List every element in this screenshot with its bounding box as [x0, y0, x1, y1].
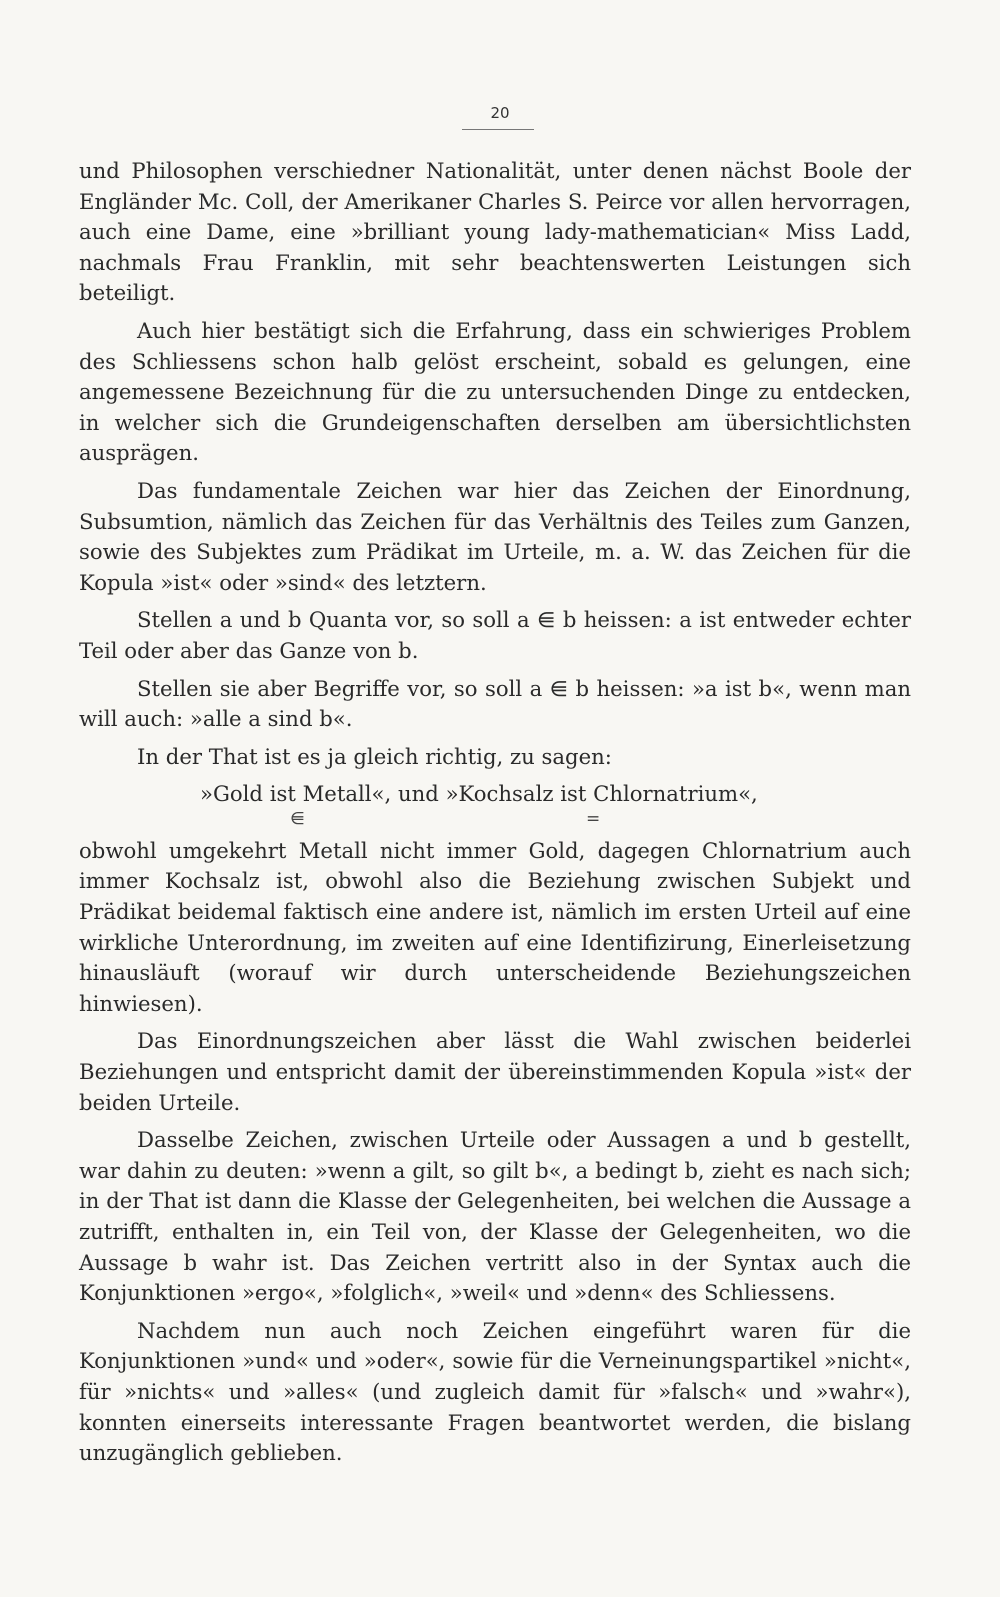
example-formula — [79, 779, 911, 836]
paragraph: In der That ist es ja gleich richtig, zu sagen: — [137, 743, 612, 769]
paragraph: obwohl umgekehrt Metall nicht immer Gold, dagegen Chlornatrium auch immer Kochsalz ist, obwohl also die Beziehung zwischen Subjekt und Prädikat beidemal faktisch eine andere ist, nämlich im ersten Urteil auf eine wirkliche Unterordnung, im zweiten auf eine Identifizirung, Einerleisetzung hinausläuft (worauf wir durch unterscheidende Beziehungszeichen hinwiesen). — [79, 837, 911, 1016]
paragraph: Auch hier bestätigt sich die Erfahrung, dass ein schwieriges Problem des Schliessens schon halb gelöst erscheint, sobald es gelungen, eine angemessene Bezeichnung für die zu untersuchenden Dinge zu entdecken, in welcher sich die Grundeigenschaften derselben am übersichtlichsten ausprägen. — [79, 317, 911, 466]
page-number-rule — [462, 129, 534, 130]
paragraph: Nachdem nun auch noch Zeichen eingeführt waren für die Konjunktionen »und« und »oder«, sowie für die Verneinungspartikel »nicht«, für »nichts« und »alles« (und zugleich damit für »falsch« und »wahr«), konnten einerseits interessante Fragen beantwortet werden, die bislang unzugänglich geblieben. — [79, 1317, 911, 1466]
paragraph: Das Einordnungszeichen aber lässt die Wahl zwischen beiderlei Beziehungen und entspricht damit der übereinstimmenden Kopula »ist« der beiden Urteile. — [79, 1028, 911, 1115]
subsumption-symbol: ⋹ — [290, 808, 305, 829]
formula-symbols — [79, 810, 911, 836]
page-number: 20 — [490, 104, 510, 122]
paragraph: Das fundamentale Zeichen war hier das Zeichen der Einordnung, Subsumtion, nämlich das Zeichen für das Verhältnis des Teiles zum Ganzen, sowie des Subjektes zum Prädikat im Urteile, m. a. W. das Zeichen für die Kopula »ist« oder »sind« des letztern. — [79, 477, 911, 595]
paragraph: Stellen a und b Quanta vor, so soll a ⋹ b heissen: a ist entweder echter Teil oder aber das Ganze von b. — [79, 607, 911, 663]
page-body — [79, 156, 911, 1476]
paragraph: und Philosophen verschiedner Nationalität, unter denen nächst Boole der Engländer Mc. Coll, der Amerikaner Charles S. Peirce vor allen hervorragen, auch eine Dame, eine »brilliant young lady-mathematician« Miss Ladd, nachmals Frau Franklin, mit sehr beachtenswerten Leistungen sich beteiligt. — [79, 158, 911, 306]
paragraph: Dasselbe Zeichen, zwischen Urteile oder Aussagen a und b gestellt, war dahin zu deuten: »wenn a gilt, so gilt b«, a bedingt b, zieht es nach sich; in der That ist dann die Klasse der Gelegenheiten, bei welchen die Aussage a zutrifft, enthalten in, ein Teil von, der Klasse der Gelegenheiten, wo die Aussage b wahr ist. Das Zeichen vertritt also in der Syntax auch die Konjunktionen »ergo«, »folglich«, »weil« und »denn« des Schliessens. — [79, 1127, 911, 1306]
equality-symbol: = — [586, 808, 601, 829]
formula-line: »Gold ist Metall«, und »Kochsalz ist Chlornatrium«, — [200, 781, 758, 807]
paragraph: Stellen sie aber Begriffe vor, so soll a ⋹ b heissen: »a ist b«, wenn man will auch: »alle a sind b«. — [79, 675, 911, 732]
